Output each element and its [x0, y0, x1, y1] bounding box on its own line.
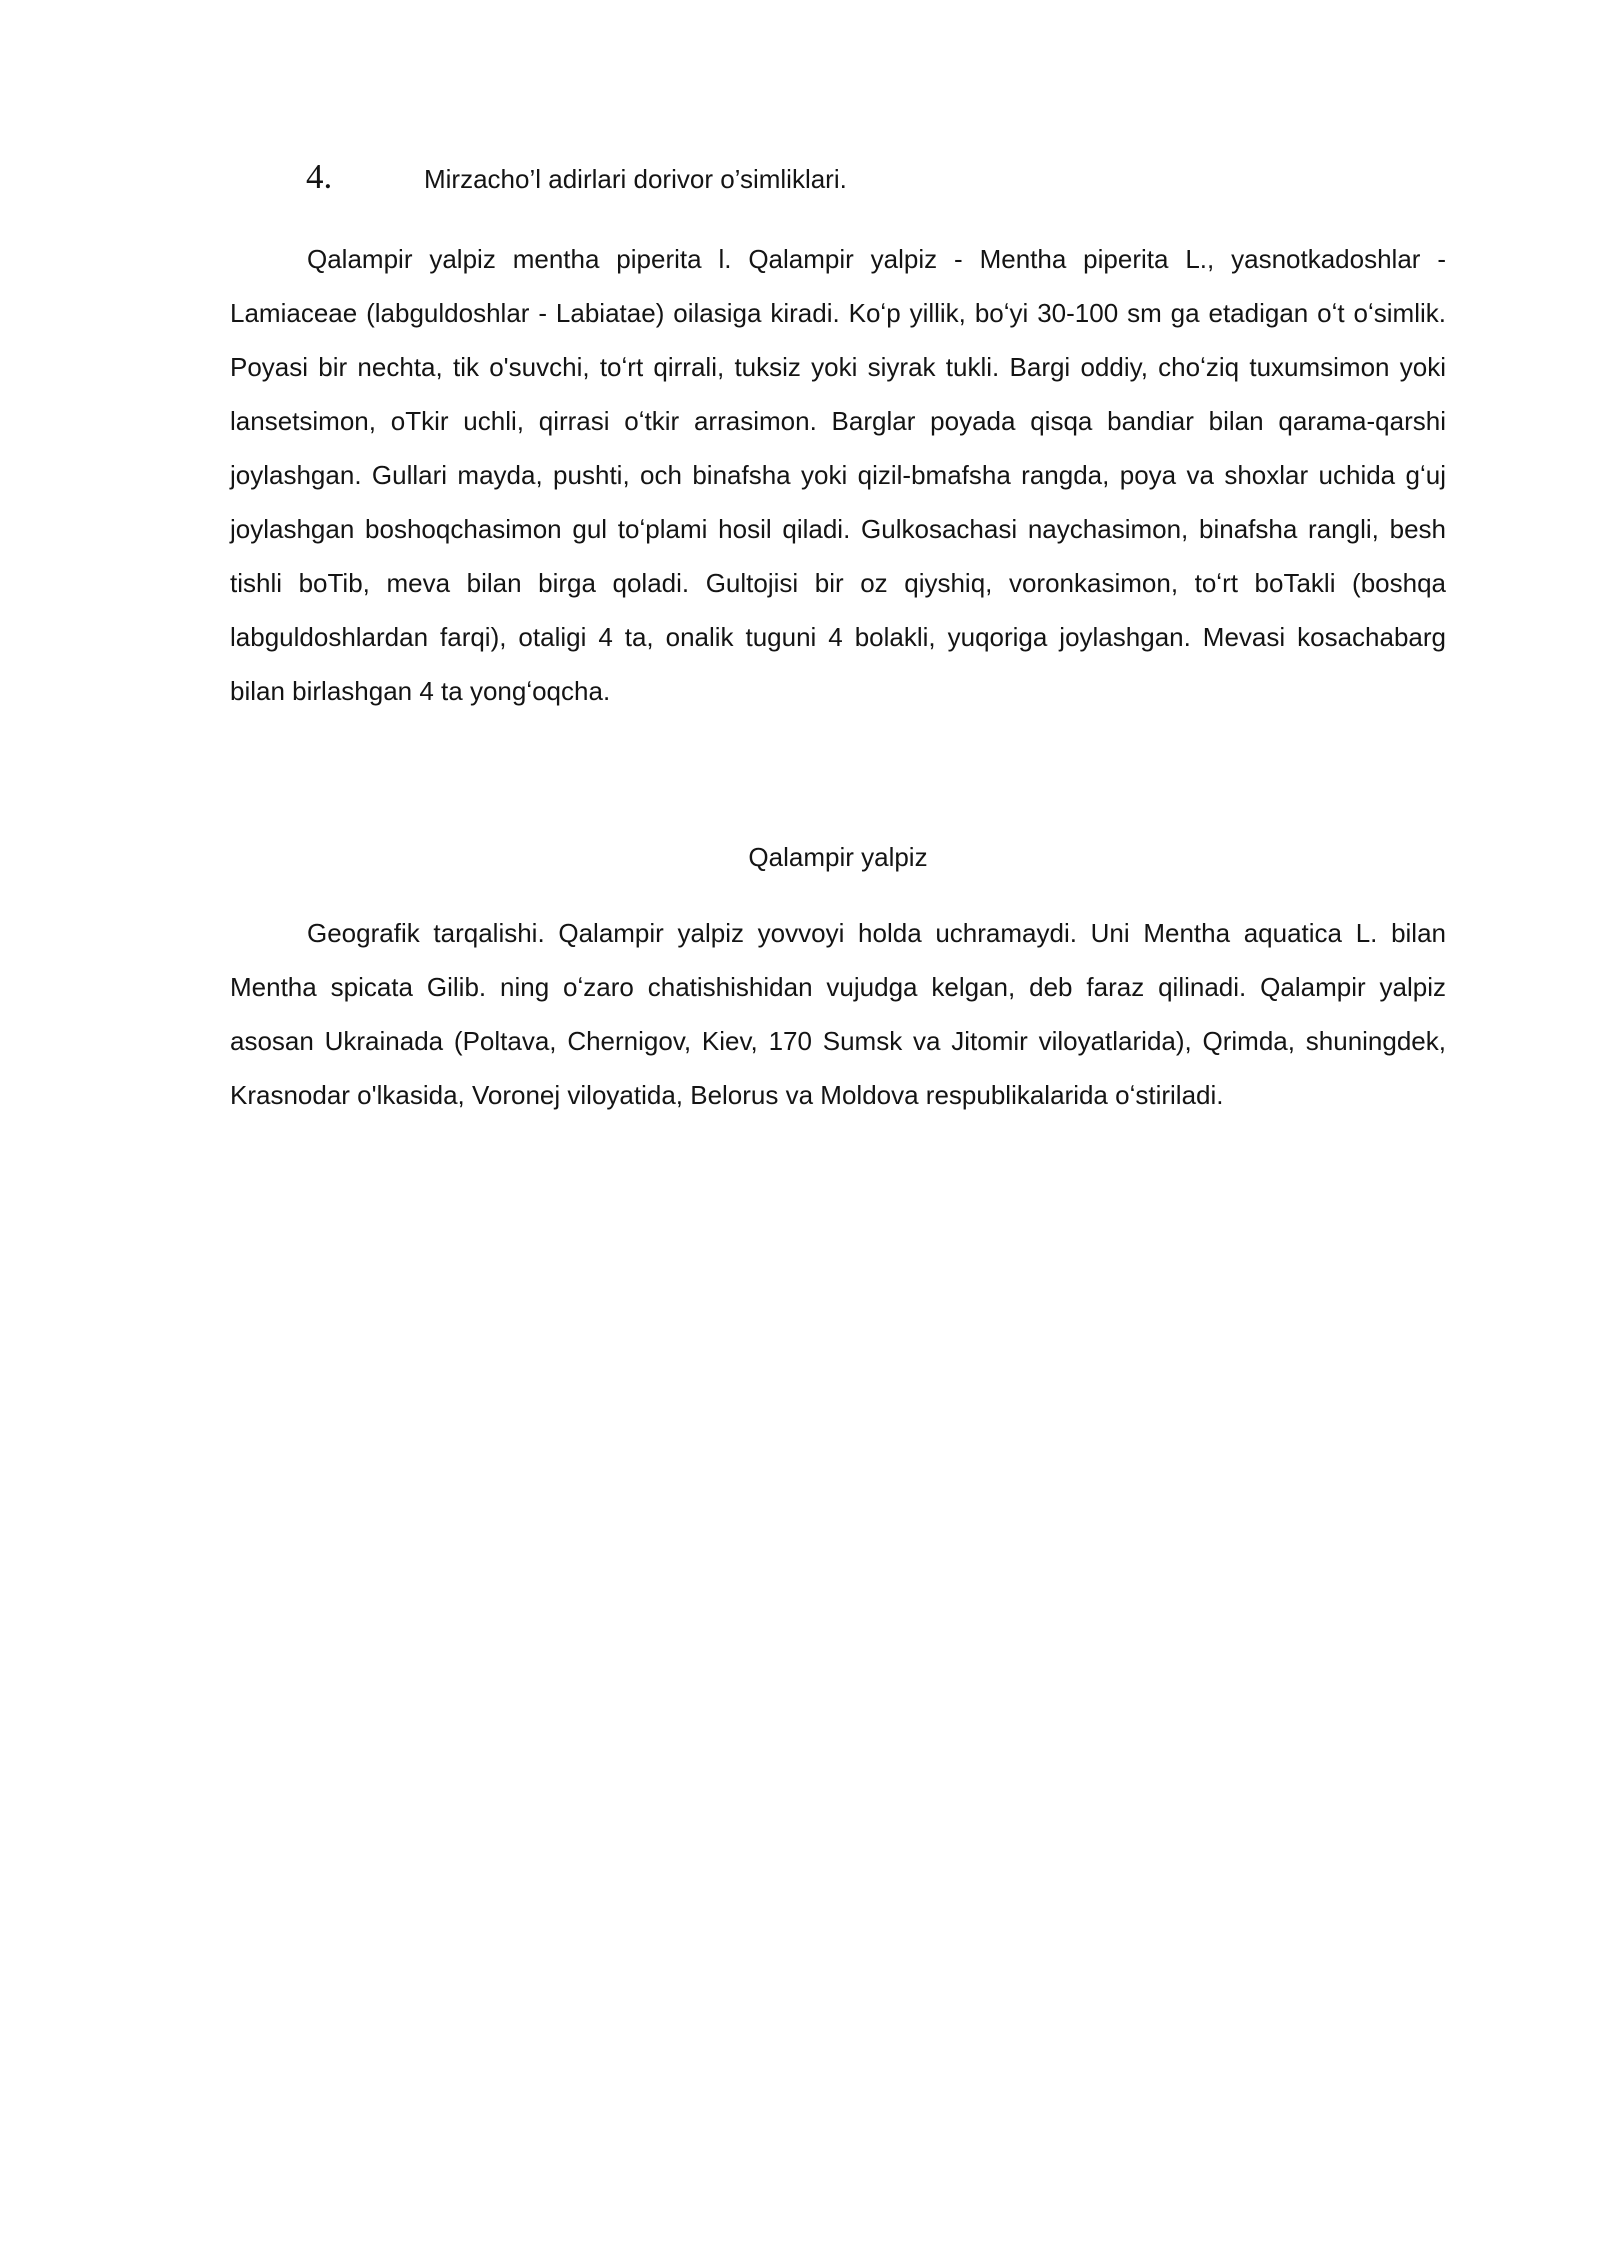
- section-heading: [306, 152, 1446, 202]
- figure-caption: Qalampir yalpiz: [748, 842, 928, 872]
- section-number: 4.: [306, 157, 333, 196]
- geographic-distribution-paragraph: Geografik tarqalishi. Qalampir yalpiz yovvoyi holda uchramaydi. Uni Mentha aquatica L. bilan Mentha spicata Gilib. ning oʻzaro chatishishidan vujudga kelgan, deb faraz qilinadi. Qalampir yalpiz asosan Ukrainada (Poltava, Chernigov, Kiev, 170 Sumsk va Jitomir viloyatlarida), Qrimda, shuningdek, Krasnodar o'lkasida, Voronej viloyatida, Belorus va Moldova respublikalarida oʻstiriladi.: [230, 918, 1446, 1110]
- section-title: Mirzacho’l adirlari dorivor o’simliklari.: [424, 164, 847, 194]
- mentha-description-paragraph: Qalampir yalpiz mentha piperita l. Qalampir yalpiz - Mentha piperita L., yasnotkadoshlar - Lamiaceae (labguldoshlar - Labiatae) oilasiga kiradi. Koʻp yillik, boʻyi 30-100 sm ga etadigan oʻt oʻsimlik. Poyasi bir nechta, tik o'suvchi, toʻrt qirrali, tuksiz yoki siyrak tukli. Bargi oddiy, choʻziq tuxumsimon yoki lansetsimon, oTkir uchli, qirrasi oʻtkir arrasimon. Barglar poyada qisqa bandiar bilan qarama-qarshi joylashgan. Gullari mayda, pushti, och binafsha yoki qizil-bmafsha rangda, poya va shoxlar uchida gʻuj joylashgan boshoqchasimon gul toʻplami hosil qiladi. Gulkosachasi naychasimon, binafsha rangli, besh tishli boTib, meva bilan birga qoladi. Gultojisi bir oz qiyshiq, voronkasimon, toʻrt boTakli (boshqa labguldoshlardan farqi), otaligi 4 ta, onalik tuguni 4 bolakli, yuqoriga joylashgan. Mevasi kosachabarg bilan birlashgan 4 ta yongʻoqcha.: [230, 244, 1446, 706]
